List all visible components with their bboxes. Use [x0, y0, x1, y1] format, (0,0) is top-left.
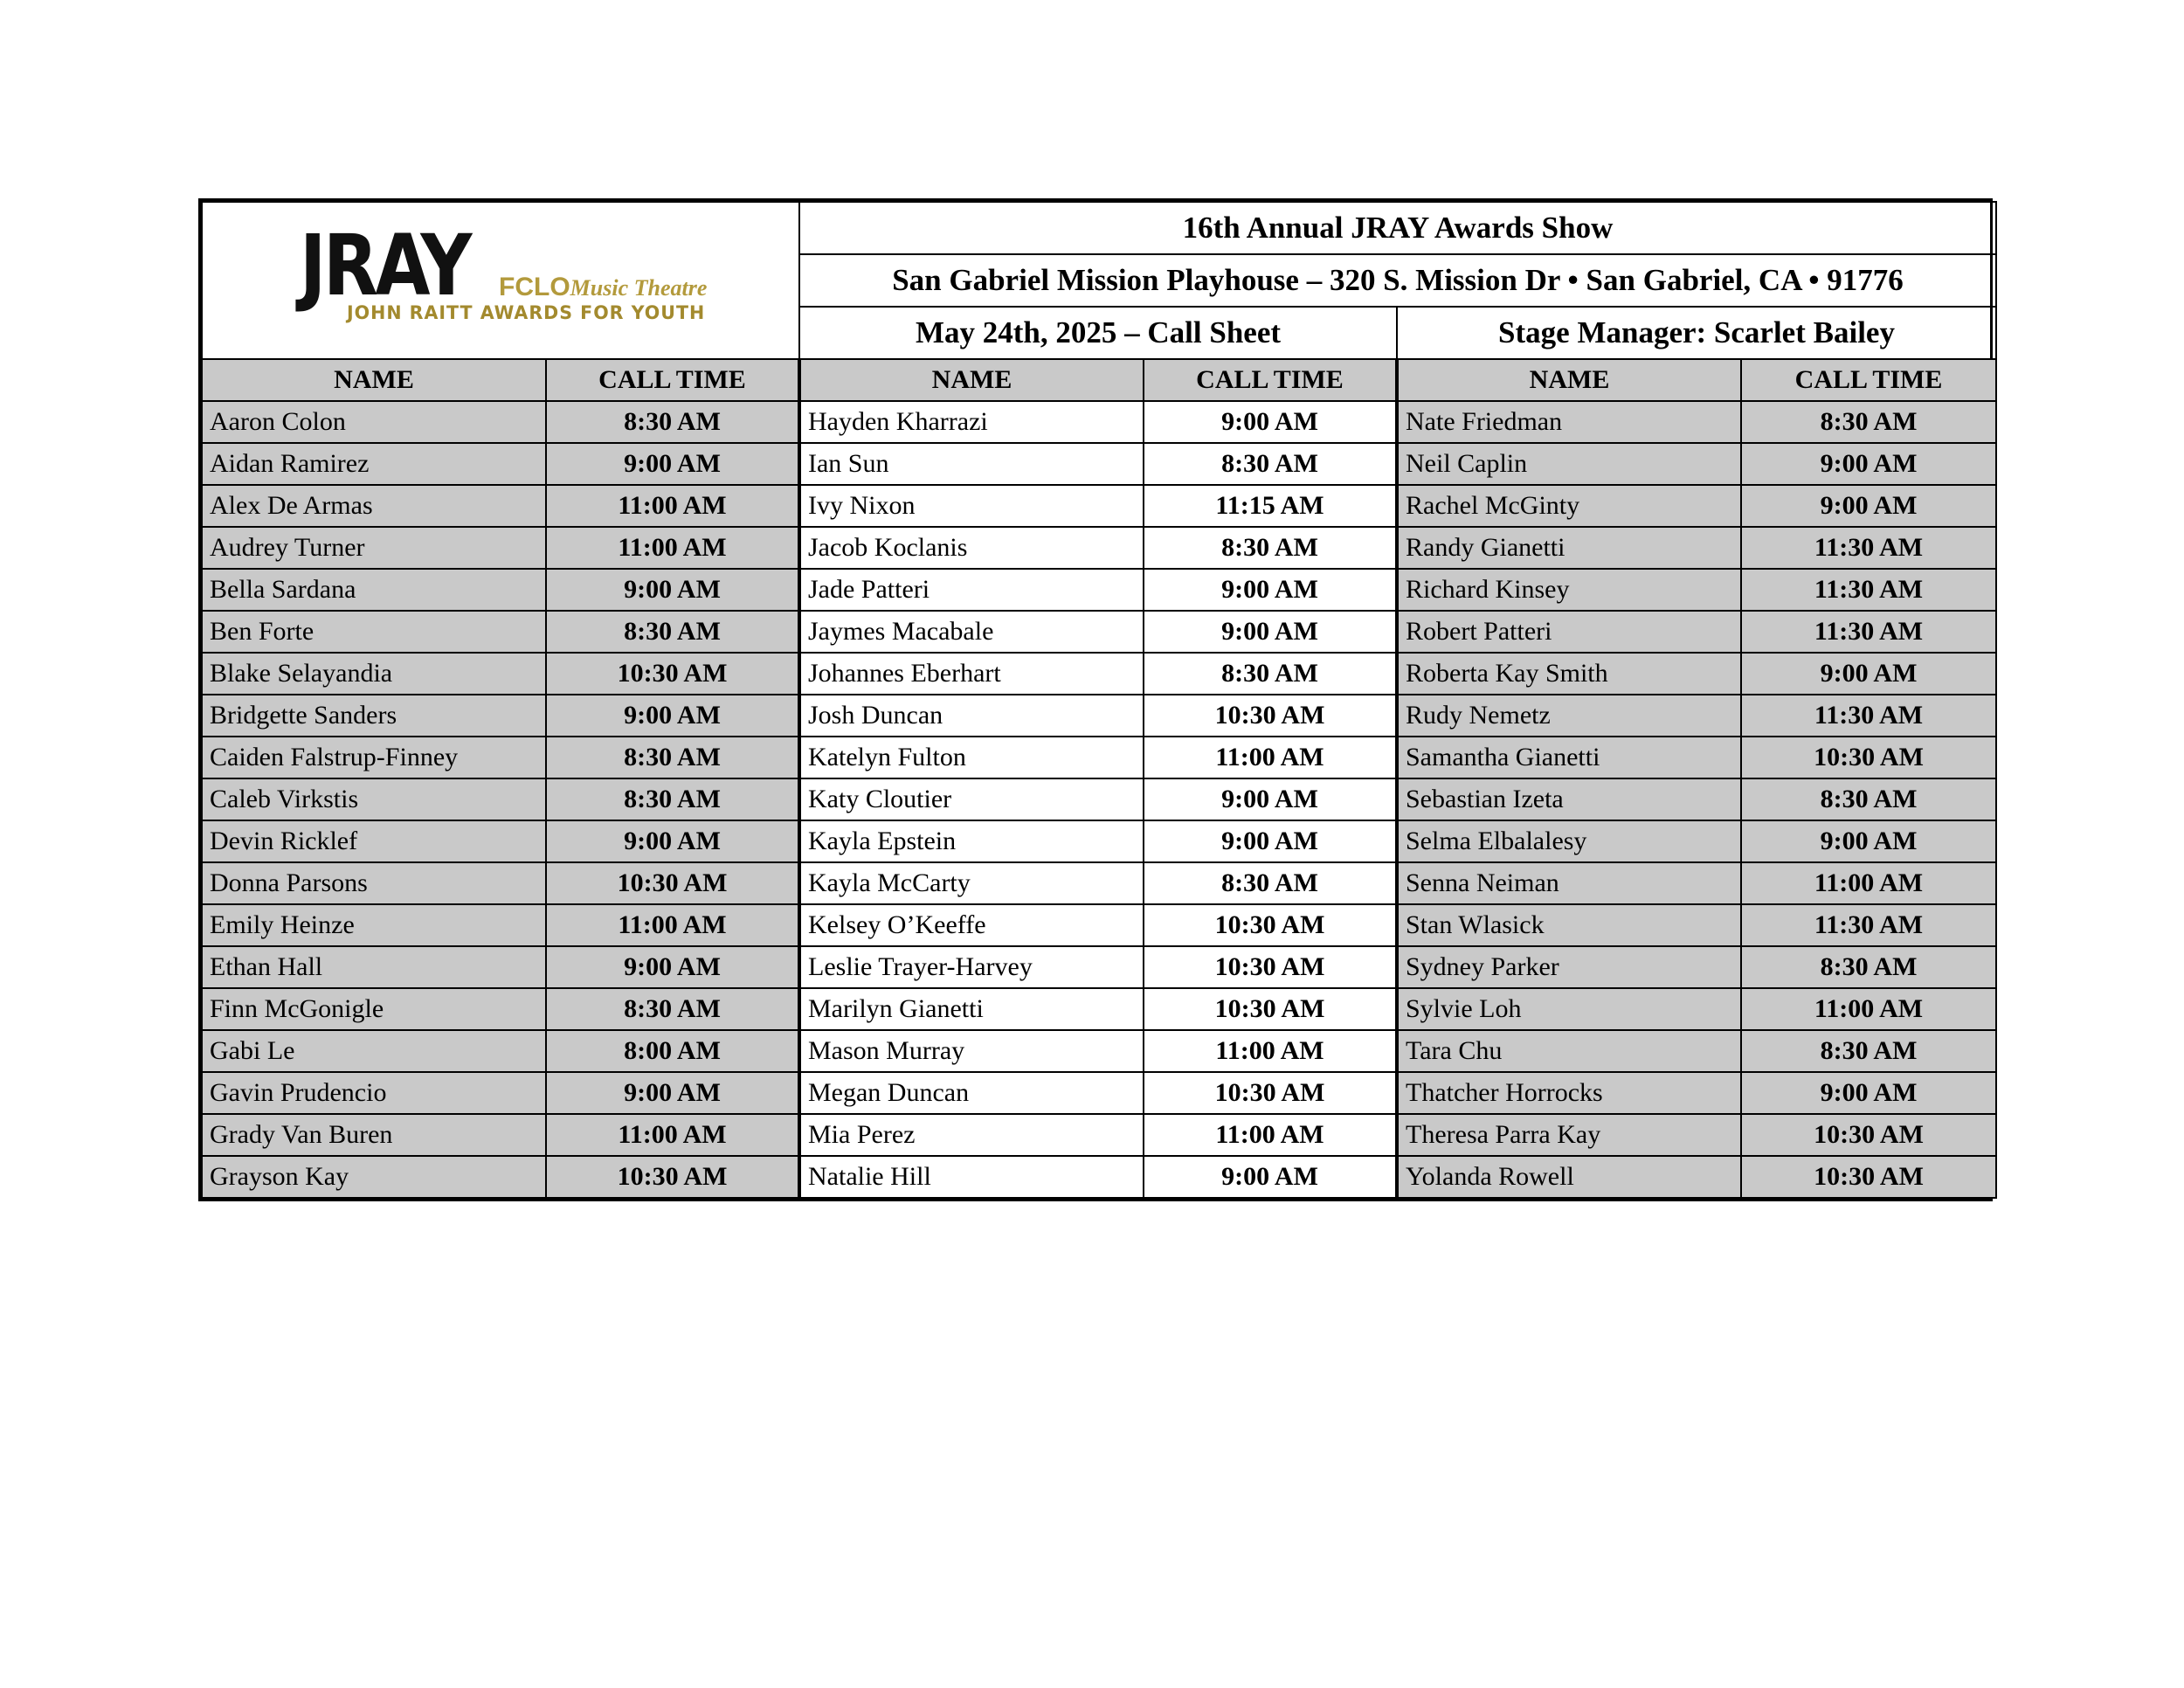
call-time: 8:30 AM	[1144, 653, 1397, 695]
person-name: Mason Murray	[799, 1030, 1144, 1072]
person-name: Gavin Prudencio	[202, 1072, 546, 1114]
call-time: 11:00 AM	[1144, 737, 1397, 778]
call-time: 8:30 AM	[1144, 862, 1397, 904]
call-time: 11:00 AM	[1144, 1114, 1397, 1156]
call-time: 9:00 AM	[1144, 569, 1397, 611]
call-time: 11:30 AM	[1741, 695, 1996, 737]
person-name: Katy Cloutier	[799, 778, 1144, 820]
person-name: Kayla Epstein	[799, 820, 1144, 862]
call-time: 8:30 AM	[546, 401, 799, 443]
call-time: 10:30 AM	[1741, 737, 1996, 778]
person-name: Randy Gianetti	[1397, 527, 1741, 569]
call-time: 11:30 AM	[1741, 527, 1996, 569]
call-time: 10:30 AM	[546, 653, 799, 695]
call-time: 9:00 AM	[1741, 485, 1996, 527]
person-name: Caiden Falstrup-Finney	[202, 737, 546, 778]
person-name: Leslie Trayer-Harvey	[799, 946, 1144, 988]
person-name: Audrey Turner	[202, 527, 546, 569]
column-header-call-time: CALL TIME	[546, 359, 799, 401]
person-name: Stan Wlasick	[1397, 904, 1741, 946]
logo-cell	[202, 202, 799, 359]
call-time: 9:00 AM	[1741, 820, 1996, 862]
call-time: 9:00 AM	[1144, 1156, 1397, 1198]
person-name: Yolanda Rowell	[1397, 1156, 1741, 1198]
table-row	[202, 1114, 1996, 1156]
person-name: Marilyn Gianetti	[799, 988, 1144, 1030]
table-row	[202, 401, 1996, 443]
call-time: 9:00 AM	[1144, 611, 1397, 653]
call-time: 9:00 AM	[546, 695, 799, 737]
call-time: 9:00 AM	[1741, 443, 1996, 485]
table-row	[202, 737, 1996, 778]
call-time: 10:30 AM	[1741, 1114, 1996, 1156]
person-name: Aaron Colon	[202, 401, 546, 443]
person-name: Ian Sun	[799, 443, 1144, 485]
call-sheet	[198, 198, 1993, 1201]
column-header-name: NAME	[202, 359, 546, 401]
person-name: Jaymes Macabale	[799, 611, 1144, 653]
column-header-name: NAME	[1397, 359, 1741, 401]
jray-logo	[300, 216, 708, 325]
logo-fclo-text: FCLO	[499, 272, 570, 301]
call-time: 11:00 AM	[546, 527, 799, 569]
call-time: 9:00 AM	[1741, 653, 1996, 695]
person-name: Josh Duncan	[799, 695, 1144, 737]
person-name: Thatcher Horrocks	[1397, 1072, 1741, 1114]
call-time: 9:00 AM	[1144, 778, 1397, 820]
call-time: 11:30 AM	[1741, 611, 1996, 653]
call-time: 8:30 AM	[1741, 778, 1996, 820]
roster-body	[202, 401, 1996, 1198]
table-row	[202, 695, 1996, 737]
call-time: 9:00 AM	[1741, 1072, 1996, 1114]
person-name: Ethan Hall	[202, 946, 546, 988]
stage-manager: Stage Manager: Scarlet Bailey	[1397, 307, 1996, 359]
column-header-row	[202, 359, 1996, 401]
call-time: 11:00 AM	[546, 485, 799, 527]
call-sheet-date: May 24th, 2025 – Call Sheet	[799, 307, 1397, 359]
person-name: Jade Patteri	[799, 569, 1144, 611]
table-row	[202, 820, 1996, 862]
person-name: Aidan Ramirez	[202, 443, 546, 485]
call-time: 8:30 AM	[546, 988, 799, 1030]
call-time: 11:00 AM	[1741, 988, 1996, 1030]
person-name: Sebastian Izeta	[1397, 778, 1741, 820]
call-time: 8:30 AM	[1741, 946, 1996, 988]
person-name: Bridgette Sanders	[202, 695, 546, 737]
call-time: 11:00 AM	[1144, 1030, 1397, 1072]
person-name: Ben Forte	[202, 611, 546, 653]
call-time: 11:15 AM	[1144, 485, 1397, 527]
call-time: 9:00 AM	[1144, 820, 1397, 862]
table-row	[202, 485, 1996, 527]
table-row	[202, 527, 1996, 569]
person-name: Sydney Parker	[1397, 946, 1741, 988]
table-row	[202, 443, 1996, 485]
person-name: Richard Kinsey	[1397, 569, 1741, 611]
logo-music-theatre: Music Theatre	[570, 274, 708, 301]
person-name: Senna Neiman	[1397, 862, 1741, 904]
call-time: 11:30 AM	[1741, 569, 1996, 611]
person-name: Emily Heinze	[202, 904, 546, 946]
person-name: Nate Friedman	[1397, 401, 1741, 443]
call-time: 8:30 AM	[1741, 401, 1996, 443]
table-row	[202, 904, 1996, 946]
call-time: 8:30 AM	[1144, 443, 1397, 485]
logo-jray-text: JRAY	[300, 216, 470, 315]
person-name: Theresa Parra Kay	[1397, 1114, 1741, 1156]
logo-fclo	[499, 273, 707, 302]
call-time: 11:30 AM	[1741, 904, 1996, 946]
table-row	[202, 1156, 1996, 1198]
call-time: 9:00 AM	[1144, 401, 1397, 443]
person-name: Tara Chu	[1397, 1030, 1741, 1072]
person-name: Finn McGonigle	[202, 988, 546, 1030]
table-row	[202, 569, 1996, 611]
column-header-name: NAME	[799, 359, 1144, 401]
call-time: 9:00 AM	[546, 569, 799, 611]
table-row	[202, 988, 1996, 1030]
person-name: Katelyn Fulton	[799, 737, 1144, 778]
person-name: Caleb Virkstis	[202, 778, 546, 820]
person-name: Gabi Le	[202, 1030, 546, 1072]
person-name: Kayla McCarty	[799, 862, 1144, 904]
call-time: 10:30 AM	[546, 1156, 799, 1198]
table-row	[202, 1030, 1996, 1072]
call-time: 10:30 AM	[1741, 1156, 1996, 1198]
column-header-call-time: CALL TIME	[1144, 359, 1397, 401]
call-time: 11:00 AM	[1741, 862, 1996, 904]
call-time: 11:00 AM	[546, 904, 799, 946]
person-name: Neil Caplin	[1397, 443, 1741, 485]
call-sheet-table	[201, 201, 1997, 1199]
call-time: 10:30 AM	[1144, 988, 1397, 1030]
person-name: Robert Patteri	[1397, 611, 1741, 653]
person-name: Selma Elbalalesy	[1397, 820, 1741, 862]
table-row	[202, 778, 1996, 820]
show-title: 16th Annual JRAY Awards Show	[799, 202, 1996, 254]
call-time: 8:30 AM	[546, 611, 799, 653]
column-header-call-time: CALL TIME	[1741, 359, 1996, 401]
call-time: 9:00 AM	[546, 820, 799, 862]
person-name: Rachel McGinty	[1397, 485, 1741, 527]
person-name: Natalie Hill	[799, 1156, 1144, 1198]
person-name: Sylvie Loh	[1397, 988, 1741, 1030]
call-time: 10:30 AM	[1144, 946, 1397, 988]
logo-subtitle: JOHN RAITT AWARDS FOR YOUTH	[347, 301, 706, 323]
table-row	[202, 611, 1996, 653]
call-time: 10:30 AM	[546, 862, 799, 904]
table-row	[202, 653, 1996, 695]
person-name: Megan Duncan	[799, 1072, 1144, 1114]
person-name: Hayden Kharrazi	[799, 401, 1144, 443]
call-time: 8:30 AM	[1144, 527, 1397, 569]
person-name: Blake Selayandia	[202, 653, 546, 695]
call-time: 9:00 AM	[546, 946, 799, 988]
person-name: Roberta Kay Smith	[1397, 653, 1741, 695]
person-name: Jacob Koclanis	[799, 527, 1144, 569]
person-name: Grady Van Buren	[202, 1114, 546, 1156]
person-name: Devin Ricklef	[202, 820, 546, 862]
call-time: 11:00 AM	[546, 1114, 799, 1156]
call-time: 8:30 AM	[546, 737, 799, 778]
person-name: Alex De Armas	[202, 485, 546, 527]
person-name: Ivy Nixon	[799, 485, 1144, 527]
call-time: 8:00 AM	[546, 1030, 799, 1072]
table-row	[202, 946, 1996, 988]
person-name: Samantha Gianetti	[1397, 737, 1741, 778]
call-time: 10:30 AM	[1144, 1072, 1397, 1114]
call-time: 10:30 AM	[1144, 695, 1397, 737]
person-name: Bella Sardana	[202, 569, 546, 611]
person-name: Kelsey O’Keeffe	[799, 904, 1144, 946]
call-time: 10:30 AM	[1144, 904, 1397, 946]
venue-address: San Gabriel Mission Playhouse – 320 S. Mission Dr • San Gabriel, CA • 91776	[799, 254, 1996, 307]
person-name: Donna Parsons	[202, 862, 546, 904]
person-name: Johannes Eberhart	[799, 653, 1144, 695]
call-time: 8:30 AM	[1741, 1030, 1996, 1072]
person-name: Rudy Nemetz	[1397, 695, 1741, 737]
call-time: 9:00 AM	[546, 443, 799, 485]
table-row	[202, 862, 1996, 904]
person-name: Mia Perez	[799, 1114, 1144, 1156]
call-time: 8:30 AM	[546, 778, 799, 820]
table-row	[202, 1072, 1996, 1114]
person-name: Grayson Kay	[202, 1156, 546, 1198]
call-time: 9:00 AM	[546, 1072, 799, 1114]
